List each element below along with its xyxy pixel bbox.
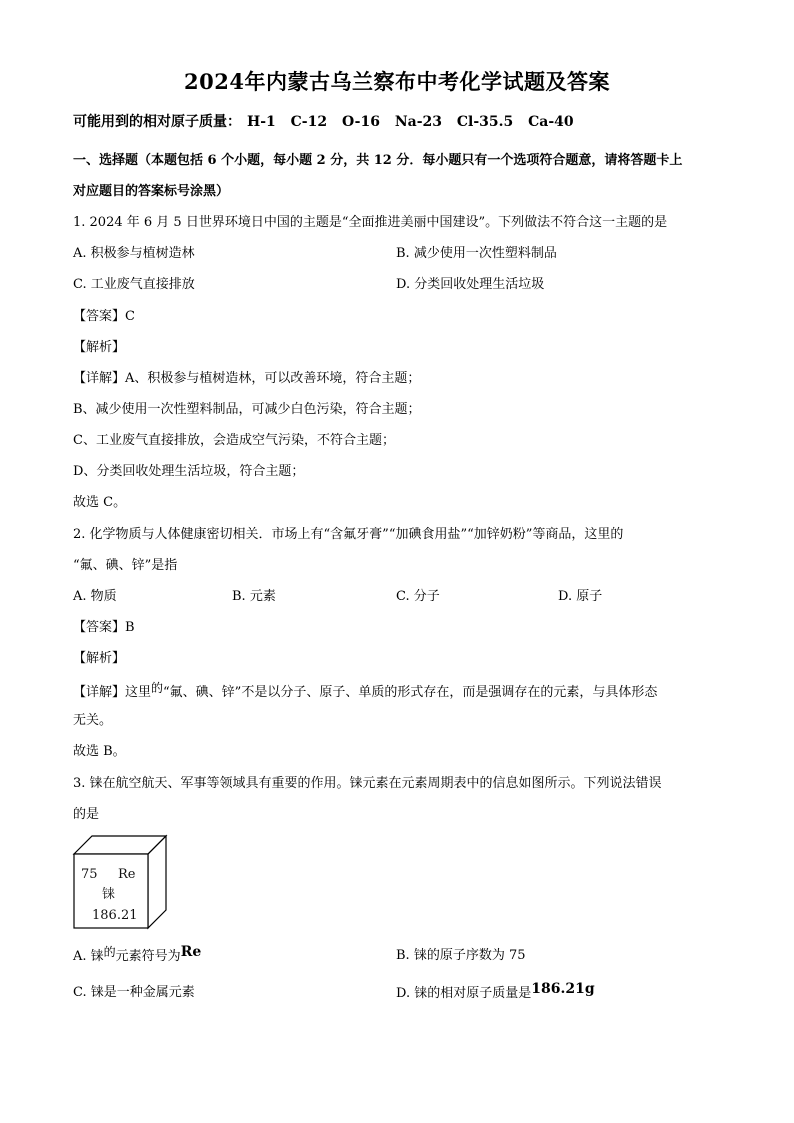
q1-option-c: C. 工业废气直接排放: [73, 277, 195, 292]
q1-option-a: A. 积极参与植树造林: [73, 246, 195, 261]
q2-detail-body: “氟、碘、锌”不是以分子、原子、单质的形式存在，而是强调存在的元素，与具体形态: [163, 685, 658, 700]
page-title: 2024年内蒙古乌兰察布中考化学试题及答案: [184, 69, 610, 94]
element-cell-figure: [72, 834, 168, 930]
element-mass: 186.21: [92, 908, 138, 923]
q2-answer: 【答案】B: [73, 620, 135, 635]
element-name: 铼: [102, 887, 116, 902]
q1-option-d: D. 分类回收处理生活垃圾: [396, 277, 545, 292]
q3-stem-line1: 3. 铼在航空航天、军事等领域具有重要的作用。铼元素在元素周期表中的信息如图所示。下列说法错误: [73, 776, 662, 791]
q2-detail-line2: 无关。: [73, 713, 113, 728]
element-atomic-number: 75: [81, 867, 98, 882]
q2-stem-line1: 2. 化学物质与人体健康密切相关．市场上有“含氟牙膏”“加碘食用盐”“加锌奶粉”等商品，这里的: [73, 527, 624, 542]
q2-analysis: 【解析】: [73, 651, 126, 666]
q3-option-d-value: 186.21g: [531, 981, 595, 997]
q1-option-b: B. 减少使用一次性塑料制品: [396, 246, 557, 261]
atomic-mass-line: [73, 112, 574, 132]
q2-conclusion: 故选 B。: [73, 744, 126, 759]
q2-detail-prefix: 【详解】这里: [73, 685, 152, 700]
q1-answer: 【答案】C: [73, 309, 135, 324]
q3-option-a-prefix: A. 铼: [73, 949, 104, 964]
q3-option-d: [396, 983, 595, 1004]
q2-stem-line2: “氟、碘、锌”是指: [73, 558, 178, 573]
q1-detail-a: 【详解】A、积极参与植树造林，可以改善环境，符合主题；: [73, 371, 421, 386]
q1-detail-c: C、工业废气直接排放，会造成空气污染，不符合主题；: [73, 433, 395, 448]
element-symbol: Re: [118, 867, 136, 882]
q3-option-a: [73, 946, 201, 967]
q3-option-b: B. 铼的原子序数为 75: [396, 948, 526, 963]
section-heading-line2: 对应题目的答案标号涂黑）: [73, 184, 230, 199]
q2-detail-line1: [73, 682, 657, 703]
q2-option-d: D. 原子: [558, 589, 603, 604]
atomic-mass-label: 可能用到的相对原子质量：: [73, 114, 241, 130]
q3-option-a-symbol: Re: [180, 944, 202, 960]
q1-analysis: 【解析】: [73, 340, 126, 355]
q3-option-d-text: D. 铼的相对原子质量是: [396, 986, 532, 1001]
q2-detail-raised-char: 的: [151, 681, 164, 695]
section-heading-line1: 一、选择题（本题包括 6 个小题，每小题 2 分，共 12 分．每小题只有一个选项符合题意，请将答题卡上: [73, 153, 683, 168]
q1-stem: 1. 2024 年 6 月 5 日世界环境日中国的主题是“全面推进美丽中国建设”。下列做法不符合这一主题的是: [73, 215, 668, 230]
q3-option-a-raised-char: 的: [103, 945, 116, 959]
q2-option-c: C. 分子: [396, 589, 440, 604]
atomic-mass-values: H-1 C-12 O-16 Na-23 Cl-35.5 Ca-40: [247, 114, 574, 130]
q1-detail-d: D、分类回收处理生活垃圾，符合主题；: [73, 464, 305, 479]
q3-option-a-text: 元素符号为: [115, 949, 181, 964]
q3-stem-line2: 的是: [73, 807, 100, 822]
q1-conclusion: 故选 C。: [73, 495, 127, 510]
q3-option-c: C. 铼是一种金属元素: [73, 985, 195, 1000]
q1-detail-b: B、减少使用一次性塑料制品，可减少白色污染，符合主题；: [73, 402, 421, 417]
q2-option-a: A. 物质: [73, 589, 117, 604]
q2-option-b: B. 元素: [232, 589, 276, 604]
